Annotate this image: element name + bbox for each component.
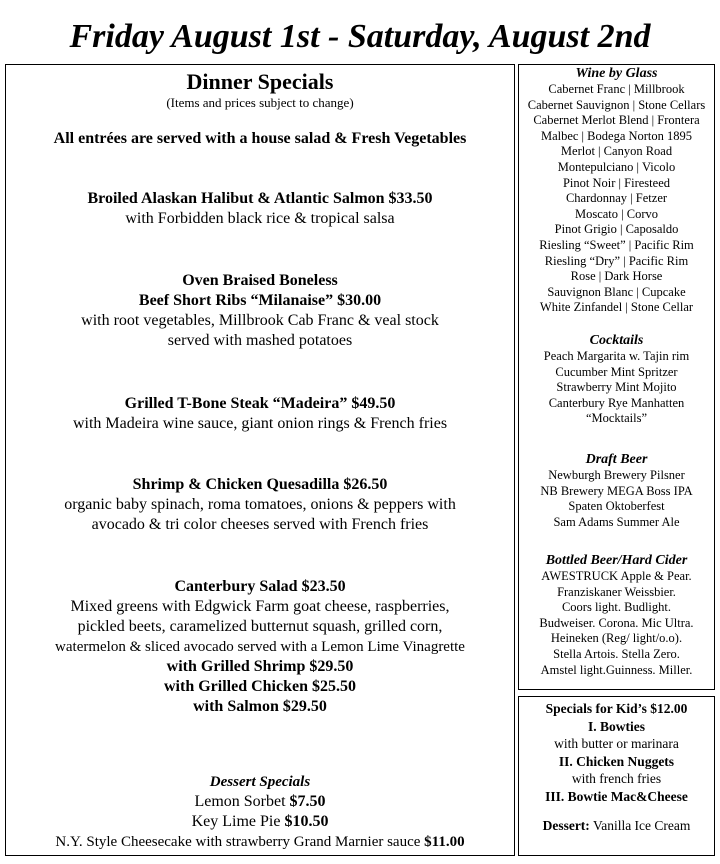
draft-section <box>519 451 714 530</box>
dessert-item: Key Lime Pie $10.50 <box>191 813 329 830</box>
special-item-canterbury-salad <box>6 577 514 717</box>
bottled-item: Franziskaner Weissbier. <box>557 584 676 599</box>
item-desc: pickled beets, caramelized butternut squash, grilled corn, <box>77 618 443 635</box>
special-item-t-bone <box>6 394 514 434</box>
item-desc: watermelon & sliced avocado served with a Lemon Lime Vinagrette <box>55 639 465 655</box>
item-name: Grilled T-Bone Steak “Madeira” $49.50 <box>124 395 396 412</box>
wine-item: Cabernet Merlot Blend | Frontera <box>533 113 700 128</box>
wine-list <box>519 82 714 316</box>
item-addon: with Salmon $29.50 <box>193 698 327 715</box>
draft-list <box>519 468 714 530</box>
item-name: Canterbury Salad $23.50 <box>174 578 346 595</box>
dinner-specials-panel <box>5 64 515 856</box>
wine-item: Montepulciano | Vicolo <box>557 159 676 174</box>
draft-title: Draft Beer <box>585 452 648 467</box>
dessert-item: N.Y. Style Cheesecake with strawberry Grand Marnier sauce $11.00 <box>55 834 465 850</box>
cocktail-item: Cucumber Mint Spritzer <box>555 364 678 379</box>
wine-item: Sauvignon Blanc | Cupcake <box>547 284 686 299</box>
kids-item-name: II. Chicken Nuggets <box>558 753 675 769</box>
item-desc: served with mashed potatoes <box>167 332 353 349</box>
wine-item: Cabernet Sauvignon | Stone Cellars <box>527 97 706 112</box>
wine-item: Pinot Noir | Firesteed <box>562 175 670 190</box>
dessert-specials <box>6 772 514 852</box>
wine-item: Rose | Dark Horse <box>570 269 663 284</box>
kids-item-name: III. Bowtie Mac&Cheese <box>545 788 688 804</box>
wine-item: Riesling “Dry” | Pacific Rim <box>544 253 689 268</box>
cocktail-item: “Mocktails” <box>585 411 648 426</box>
item-name: Shrimp & Chicken Quesadilla $26.50 <box>132 476 388 493</box>
item-name-line: Beef Short Ribs “Milanaise” $30.00 <box>138 292 382 309</box>
page-banner: Friday August 1st - Saturday, August 2nd <box>69 18 651 55</box>
cocktails-section <box>519 332 714 427</box>
wine-item: White Zinfandel | Stone Cellar <box>539 300 694 315</box>
dinner-specials-title: Dinner Specials <box>186 69 334 94</box>
kids-specials-panel <box>518 696 715 856</box>
bottled-item: Amstel light.Guinness. Miller. <box>540 662 693 677</box>
item-desc: with Madeira wine sauce, giant onion rings & French fries <box>72 415 448 432</box>
cocktail-item: Strawberry Mint Mojito <box>556 380 677 395</box>
draft-item: Sam Adams Summer Ale <box>553 514 680 529</box>
wine-item: Moscato | Corvo <box>574 206 659 221</box>
item-name: Broiled Alaskan Halibut & Atlantic Salmon $33.50 <box>87 190 433 207</box>
draft-item: NB Brewery MEGA Boss IPA <box>540 483 693 498</box>
bottled-item: Heineken (Reg/ light/o.o). <box>550 631 683 646</box>
item-desc: with root vegetables, Millbrook Cab Franc & veal stock <box>81 312 439 329</box>
bottled-item: Budweiser. Corona. Mic Ultra. <box>539 615 694 630</box>
bottled-title: Bottled Beer/Hard Cider <box>545 553 688 568</box>
item-addon: with Grilled Chicken $25.50 <box>163 678 356 695</box>
dessert-item: Lemon Sorbet $7.50 <box>194 793 326 810</box>
special-item-short-ribs <box>6 271 514 351</box>
kids-item-name: I. Bowties <box>588 718 645 734</box>
dessert-specials-title: Dessert Specials <box>209 774 311 790</box>
item-desc: Mixed greens with Edgwick Farm goat cheese, raspberries, <box>70 598 450 615</box>
bottled-item: AWESTRUCK Apple & Pear. <box>541 569 692 583</box>
cocktail-list <box>519 349 714 427</box>
cocktail-item: Peach Margarita w. Tajin rim <box>543 349 690 363</box>
wine-item: Merlot | Canyon Road <box>560 144 673 159</box>
wine-item: Cabernet Franc | Millbrook <box>548 82 685 96</box>
bottled-item: Stella Artois. Stella Zero. <box>553 646 680 661</box>
bottled-item: Coors light. Budlight. <box>561 600 672 615</box>
item-desc: with Forbidden black rice & tropical salsa <box>125 210 395 227</box>
kids-item-desc: with french fries <box>571 771 662 786</box>
special-item-halibut <box>6 189 514 229</box>
entree-notice: All entrées are served with a house salad & Fresh Vegetables <box>53 130 467 147</box>
wine-item: Chardonnay | Fetzer <box>565 191 668 206</box>
kids-item-desc: with butter or marinara <box>554 736 679 751</box>
draft-item: Newburgh Brewery Pilsner <box>548 468 685 482</box>
item-desc: avocado & tri color cheeses served with French fries <box>91 516 429 533</box>
dinner-specials-subtitle: (Items and prices subject to change) <box>166 95 354 110</box>
kids-dessert: Dessert: Vanilla Ice Cream <box>542 818 691 833</box>
item-addon: with Grilled Shrimp $29.50 <box>166 658 354 675</box>
item-desc: organic baby spinach, roma tomatoes, onions & peppers with <box>64 496 456 513</box>
special-item-quesadilla <box>6 475 514 535</box>
wine-item: Pinot Grigio | Caposaldo <box>554 222 679 237</box>
draft-item: Spaten Oktoberfest <box>568 499 665 514</box>
cocktails-title: Cocktails <box>589 333 644 348</box>
item-name-line: Oven Braised Boneless <box>182 272 338 289</box>
wine-title: Wine by Glass <box>575 66 658 81</box>
drinks-panel <box>518 64 715 690</box>
bottled-list <box>519 569 714 678</box>
wine-section <box>519 65 714 316</box>
bottled-section <box>519 552 714 678</box>
wine-item: Riesling “Sweet” | Pacific Rim <box>539 237 694 252</box>
cocktail-item: Canterbury Rye Manhatten <box>548 395 685 410</box>
kids-title: Specials for Kid’s $12.00 <box>545 701 688 716</box>
wine-item: Malbec | Bodega Norton 1895 <box>540 128 693 143</box>
